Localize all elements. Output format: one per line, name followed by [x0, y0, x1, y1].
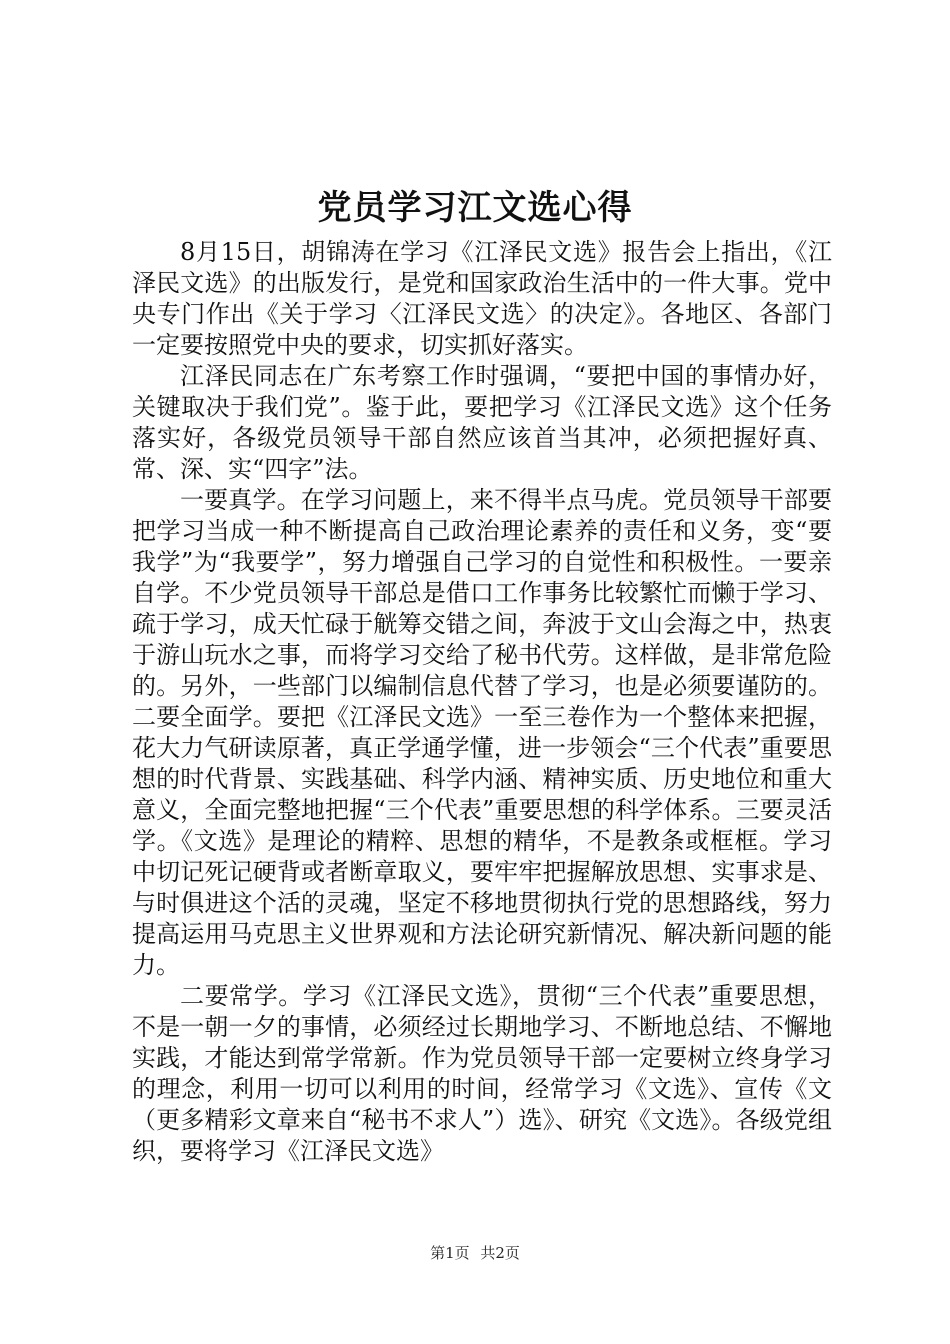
page-number: 第1页: [430, 1244, 470, 1262]
document-title: 党员学习江文选心得: [317, 188, 633, 228]
paragraph-2: 江泽民同志在广东考察工作时强调，“要把中国的事情办好，关键取决于我们党”。鉴于此，要把学习《江泽民文选》这个任务落实好，各级党员领导干部自然应该首当其冲，必须把握好真、常、深、实“四字”法。: [132, 362, 832, 483]
paragraph-1: 8月15日，胡锦涛在学习《江泽民文选》报告会上指出，《江泽民文选》的出版发行，是党和国家政治生活中的一件大事。党中央专门作出《关于学习〈江泽民文选〉的决定》。各地区、各部门一定要按照党中央的要求，切实抓好落实。: [132, 238, 832, 359]
page-total: 共2页: [480, 1244, 520, 1262]
page-footer: [0, 1243, 950, 1263]
paragraph-3: 一要真学。在学习问题上，来不得半点马虎。党员领导干部要把学习当成一种不断提高自己政治理论素养的责任和义务，变“要我学”为“我要学”，努力增强自己学习的自觉性和积极性。一要亲自学。不少党员领导干部总是借口工作事务比较繁忙而懒于学习、疏于学习，成天忙碌于觥筹交错之间，奔波于文山会海之中，热衷于游山玩水之事，而将学习交给了秘书代劳。这样做，是非常危险的。另外，一些部门以编制信息代替了学习，也是必须要谨防的。二要全面学。要把《江泽民文选》一至三卷作为一个整体来把握，花大力气研读原著，真正学通学懂，进一步领会“三个代表”重要思想的时代背景、实践基础、科学内涵、精神实质、历史地位和重大意义，全面完整地把握“三个代表”重要思想的科学体系。三要灵活学。《文选》是理论的精粹、思想的精华，不是教条或框框。学习中切记死记硬背或者断章取义，要牢牢把握解放思想、实事求是、与时俱进这个活的灵魂，坚定不移地贯彻执行党的思想路线，努力提高运用马克思主义世界观和方法论研究新情况、解决新问题的能力。: [132, 486, 832, 979]
paragraph-4: 二要常学。学习《江泽民文选》，贯彻“三个代表”重要思想，不是一朝一夕的事情，必须经过长期地学习、不断地总结、不懈地实践，才能达到常学常新。作为党员领导干部一定要树立终身学习的理念，利用一切可以利用的时间，经常学习《文选》、宣传《文（更多精彩文章来自“秘书不求人”）选》、研究《文选》。各级党组织，要将学习《江泽民文选》: [132, 982, 832, 1165]
document-body: [132, 237, 832, 1167]
